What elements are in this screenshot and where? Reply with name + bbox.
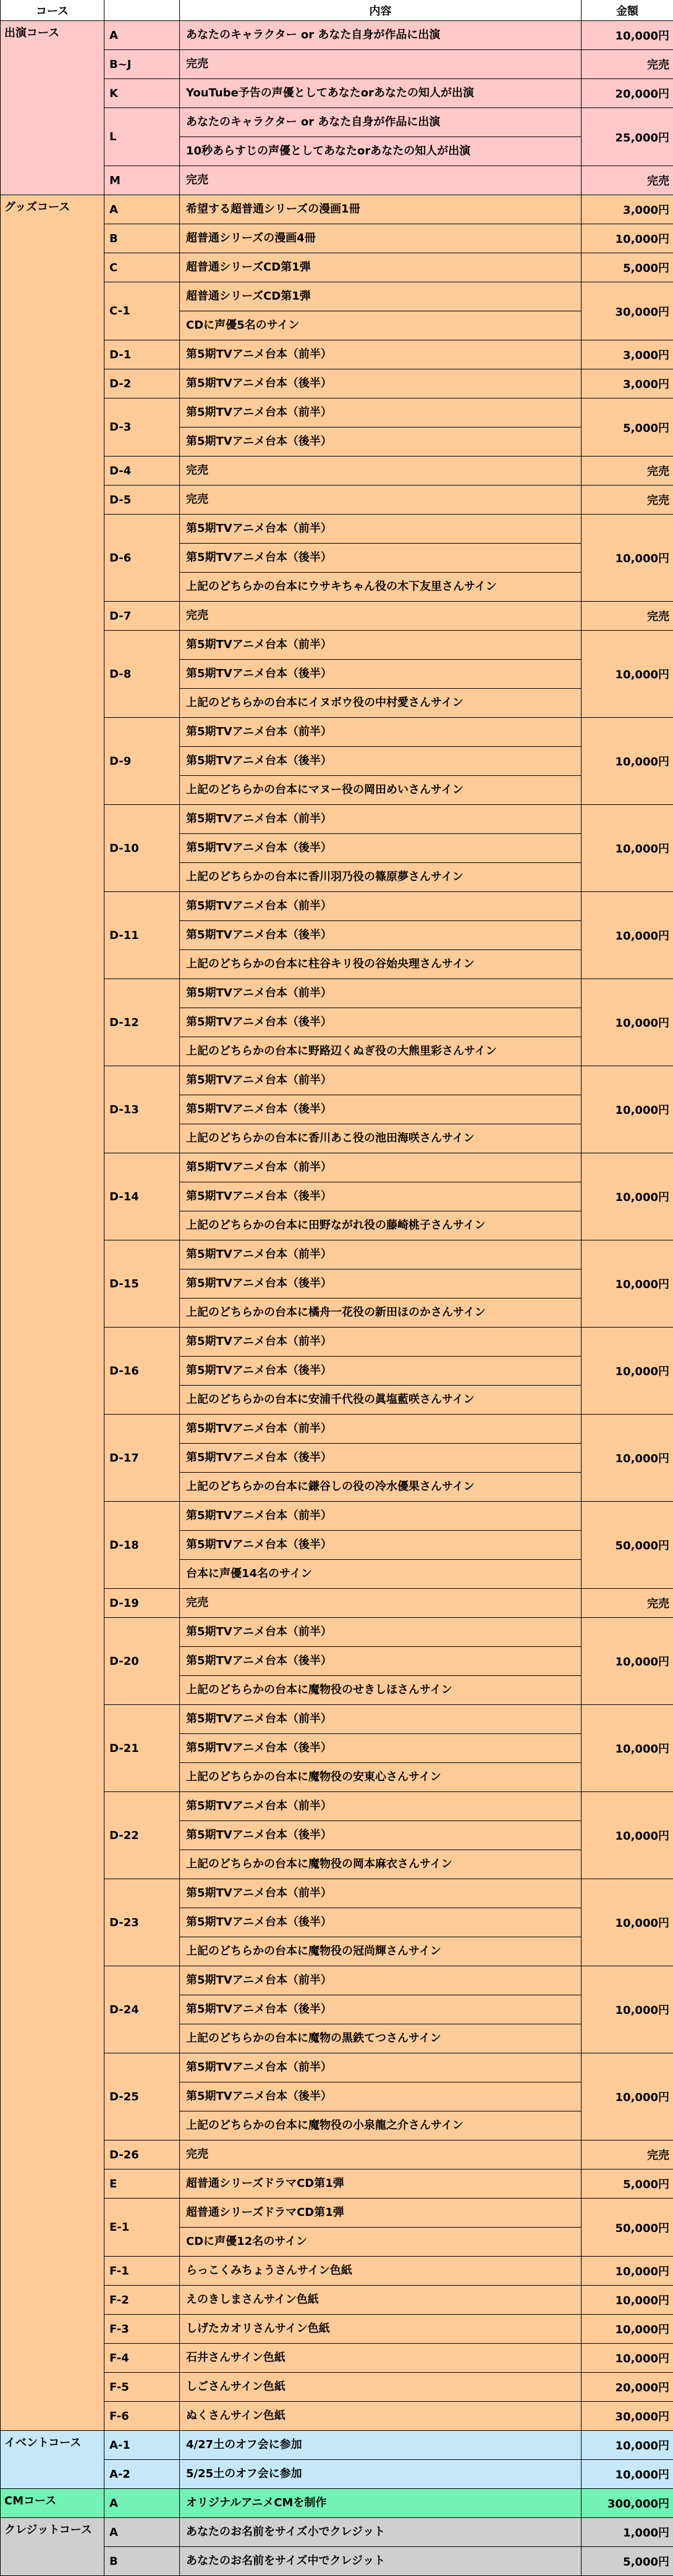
row-content	[180, 631, 582, 718]
row-content	[180, 1153, 582, 1240]
row-code: F-5	[104, 2373, 180, 2402]
row-price: 10,000円	[582, 2286, 673, 2315]
row-content	[180, 282, 582, 340]
row-price: 30,000円	[582, 2402, 673, 2431]
row-content	[180, 1705, 582, 1792]
content-line: 10秒あらすじの声優としてあなたorあなたの知人が出演	[180, 137, 581, 166]
content-line: 完売	[180, 457, 581, 485]
content-line: 完売	[180, 602, 581, 630]
content-line: 第5期TVアニメ台本（前半）	[180, 2053, 581, 2082]
row-code: D-16	[104, 1328, 180, 1415]
course-name-cm: CMコース	[1, 2489, 104, 2518]
content-line: 上記のどちらかの台本に野路辺くぬぎ役の大熊里彩さんサイン	[180, 1037, 581, 1066]
row-content	[180, 21, 582, 50]
content-line: 第5期TVアニメ台本（後半）	[180, 1443, 581, 1472]
row-code: B	[104, 2547, 180, 2576]
row-code: D-26	[104, 2140, 180, 2170]
content-line: オリジナルアニメCMを制作	[180, 2489, 581, 2517]
row-price: 10,000円	[582, 1792, 673, 1879]
row-price: 10,000円	[582, 1153, 673, 1240]
row-code: F-2	[104, 2286, 180, 2315]
row-content	[180, 1066, 582, 1153]
row-code: D-1	[104, 340, 180, 369]
table-row	[1, 2489, 673, 2518]
row-price: 10,000円	[582, 1328, 673, 1415]
row-content	[180, 369, 582, 398]
content-line: 第5期TVアニメ台本（前半）	[180, 892, 581, 920]
course-name-event: イベントコース	[1, 2431, 104, 2489]
row-code: E	[104, 2170, 180, 2199]
content-line: 上記のどちらかの台本にウサキちゃん役の木下友里さんサイン	[180, 572, 581, 601]
row-code: D-8	[104, 631, 180, 718]
content-line: 第5期TVアニメ台本（前半）	[180, 1328, 581, 1356]
row-content	[180, 2170, 582, 2199]
content-line: 超普通シリーズドラマCD第1弾	[180, 2199, 581, 2227]
row-code: D-15	[104, 1240, 180, 1328]
course-name-credit: クレジットコース	[1, 2518, 104, 2576]
content-line: 第5期TVアニメ台本（後半）	[180, 2082, 581, 2111]
row-price: 10,000円	[582, 892, 673, 979]
content-line: 第5期TVアニメ台本（後半）	[180, 1820, 581, 1850]
row-price: 10,000円	[582, 718, 673, 805]
content-line: ぬくさんサイン色紙	[180, 2402, 581, 2430]
row-price: 3,000円	[582, 340, 673, 369]
row-content	[180, 224, 582, 253]
row-code: D-14	[104, 1153, 180, 1240]
row-content	[180, 2373, 582, 2402]
row-content	[180, 1966, 582, 2053]
content-line: 第5期TVアニメ台本（前半）	[180, 1153, 581, 1182]
row-content	[180, 340, 582, 369]
row-price: 10,000円	[582, 631, 673, 718]
row-price: 5,000円	[582, 253, 673, 282]
row-code: E-1	[104, 2199, 180, 2257]
row-code: D-23	[104, 1879, 180, 1966]
row-code: D-9	[104, 718, 180, 805]
content-line: 第5期TVアニメ台本（後半）	[180, 1269, 581, 1298]
row-code: D-13	[104, 1066, 180, 1153]
content-line: 第5期TVアニメ台本（前半）	[180, 1240, 581, 1269]
row-content	[180, 2199, 582, 2257]
table-header-row	[1, 0, 673, 21]
row-price: 10,000円	[582, 21, 673, 50]
row-price: 50,000円	[582, 2199, 673, 2257]
header-code	[104, 0, 180, 21]
content-line: 第5期TVアニメ台本（後半）	[180, 1733, 581, 1762]
content-line: あなたのキャラクター or あなた自身が作品に出演	[180, 21, 581, 49]
content-line: 第5期TVアニメ台本（後半）	[180, 1530, 581, 1559]
row-content	[180, 1589, 582, 1618]
row-content	[180, 1240, 582, 1328]
row-content	[180, 2053, 582, 2140]
content-line: しげたカオリさんサイン色紙	[180, 2315, 581, 2343]
table-row	[1, 2431, 673, 2460]
content-line: 第5期TVアニメ台本（前半）	[180, 1705, 581, 1733]
row-content	[180, 79, 582, 108]
content-line: 第5期TVアニメ台本（後半）	[180, 427, 581, 456]
content-line: あなたのキャラクター or あなた自身が作品に出演	[180, 108, 581, 137]
content-line: 第5期TVアニメ台本（前半）	[180, 718, 581, 746]
content-line: 4/27土のオフ会に参加	[180, 2431, 581, 2459]
content-line: 第5期TVアニメ台本（後半）	[180, 543, 581, 572]
content-line: 第5期TVアニメ台本（後半）	[180, 369, 581, 398]
row-code: C-1	[104, 282, 180, 340]
content-line: 第5期TVアニメ台本（後半）	[180, 1095, 581, 1124]
row-content	[180, 50, 582, 79]
row-code: A	[104, 21, 180, 50]
row-price: 10,000円	[582, 1415, 673, 1502]
row-price: 10,000円	[582, 2344, 673, 2373]
row-price: 完売	[582, 2140, 673, 2170]
row-price: 50,000円	[582, 1502, 673, 1589]
row-content	[180, 166, 582, 195]
content-line: 第5期TVアニメ台本（前半）	[180, 1066, 581, 1095]
row-price: 10,000円	[582, 1618, 673, 1705]
row-code: L	[104, 108, 180, 166]
header-content: 内容	[180, 0, 582, 21]
content-line: らっこくみちょうさんサイン色紙	[180, 2257, 581, 2285]
content-line: 第5期TVアニメ台本（前半）	[180, 1879, 581, 1908]
content-line: 5/25土のオフ会に参加	[180, 2460, 581, 2488]
row-content	[180, 602, 582, 631]
row-content	[180, 486, 582, 515]
content-line: 完売	[180, 166, 581, 195]
row-code: D-4	[104, 457, 180, 486]
row-price: 5,000円	[582, 2170, 673, 2199]
course-name-appearance: 出演コース	[1, 21, 104, 195]
row-price: 10,000円	[582, 805, 673, 892]
content-line: 完売	[180, 486, 581, 514]
row-content	[180, 2286, 582, 2315]
content-line: 第5期TVアニメ台本（後半）	[180, 833, 581, 862]
row-price: 20,000円	[582, 2373, 673, 2402]
content-line: 第5期TVアニメ台本（前半）	[180, 1618, 581, 1646]
row-content	[180, 2344, 582, 2373]
row-content	[180, 805, 582, 892]
row-code: D-18	[104, 1502, 180, 1589]
row-price: 5,000円	[582, 398, 673, 457]
row-price: 10,000円	[582, 515, 673, 602]
row-content	[180, 2518, 582, 2547]
row-price: 1,000円	[582, 2518, 673, 2547]
row-price: 10,000円	[582, 1066, 673, 1153]
row-content	[180, 457, 582, 486]
row-code: A	[104, 195, 180, 224]
row-content	[180, 2460, 582, 2489]
row-code: D-10	[104, 805, 180, 892]
content-line: 上記のどちらかの台本に橘舟一花役の新田ほのかさんサイン	[180, 1298, 581, 1327]
row-content	[180, 892, 582, 979]
content-line: 第5期TVアニメ台本（後半）	[180, 920, 581, 949]
row-content	[180, 2140, 582, 2170]
row-content	[180, 1618, 582, 1705]
row-content	[180, 2431, 582, 2460]
row-price: 10,000円	[582, 979, 673, 1066]
row-content	[180, 1415, 582, 1502]
row-content	[180, 1502, 582, 1589]
content-line: 上記のどちらかの台本に田野ながれ役の藤崎桃子さんサイン	[180, 1211, 581, 1240]
row-content	[180, 253, 582, 282]
row-code: A-1	[104, 2431, 180, 2460]
row-price: 10,000円	[582, 2257, 673, 2286]
row-code: D-21	[104, 1705, 180, 1792]
content-line: 上記のどちらかの台本に安浦千代役の眞塩藍咲さんサイン	[180, 1385, 581, 1414]
row-code: D-3	[104, 398, 180, 457]
row-price: 10,000円	[582, 2460, 673, 2489]
row-code: F-4	[104, 2344, 180, 2373]
row-content	[180, 1879, 582, 1966]
content-line: 第5期TVアニメ台本（後半）	[180, 659, 581, 688]
row-code: A	[104, 2489, 180, 2518]
content-line: 第5期TVアニメ台本（後半）	[180, 1182, 581, 1211]
content-line: 上記のどちらかの台本にイヌボウ役の中村愛さんサイン	[180, 688, 581, 717]
row-content	[180, 1792, 582, 1879]
table-row	[1, 2518, 673, 2547]
row-content	[180, 195, 582, 224]
row-code: D-20	[104, 1618, 180, 1705]
content-line: 上記のどちらかの台本に魔物役の安東心さんサイン	[180, 1762, 581, 1791]
row-content	[180, 108, 582, 166]
row-code: K	[104, 79, 180, 108]
row-code: A-2	[104, 2460, 180, 2489]
content-line: えのきしまさんサイン色紙	[180, 2286, 581, 2314]
row-price: 完売	[582, 50, 673, 79]
content-line: 石井さんサイン色紙	[180, 2344, 581, 2372]
content-line: 第5期TVアニメ台本（後半）	[180, 1008, 581, 1037]
content-line: 完売	[180, 50, 581, 78]
row-price: 10,000円	[582, 1240, 673, 1328]
content-line: 第5期TVアニメ台本（後半）	[180, 746, 581, 775]
row-price: 完売	[582, 1589, 673, 1618]
row-price: 3,000円	[582, 369, 673, 398]
row-price: 10,000円	[582, 224, 673, 253]
row-code: M	[104, 166, 180, 195]
row-price: 10,000円	[582, 2053, 673, 2140]
content-line: 上記のどちらかの台本に魔物役の小泉龍之介さんサイン	[180, 2111, 581, 2140]
row-code: C	[104, 253, 180, 282]
row-price: 10,000円	[582, 1705, 673, 1792]
row-content	[180, 1328, 582, 1415]
table-body	[1, 21, 673, 2576]
row-code: F-3	[104, 2315, 180, 2344]
content-line: 超普通シリーズCD第1弾	[180, 253, 581, 282]
content-line: CDに声優12名のサイン	[180, 2227, 581, 2256]
row-content	[180, 2489, 582, 2518]
content-line: 第5期TVアニメ台本（前半）	[180, 805, 581, 833]
row-price: 完売	[582, 457, 673, 486]
row-price: 10,000円	[582, 2315, 673, 2344]
row-content	[180, 2257, 582, 2286]
content-line: 第5期TVアニメ台本（前半）	[180, 631, 581, 659]
row-price: 20,000円	[582, 79, 673, 108]
row-price: 10,000円	[582, 1879, 673, 1966]
row-code: D-19	[104, 1589, 180, 1618]
row-code: B	[104, 224, 180, 253]
row-content	[180, 718, 582, 805]
row-code: D-7	[104, 602, 180, 631]
content-line: 上記のどちらかの台本に鎌谷しの役の冷水優果さんサイン	[180, 1472, 581, 1501]
row-code: B~J	[104, 50, 180, 79]
content-line: 超普通シリーズCD第1弾	[180, 282, 581, 311]
content-line: 完売	[180, 1589, 581, 1617]
content-line: 上記のどちらかの台本に香川あこ役の池田海咲さんサイン	[180, 1124, 581, 1153]
table-row	[1, 195, 673, 224]
content-line: 上記のどちらかの台本に柱谷キリ役の谷始央理さんサイン	[180, 949, 581, 979]
row-content	[180, 2547, 582, 2576]
row-content	[180, 2402, 582, 2431]
row-price: 300,000円	[582, 2489, 673, 2518]
table-row	[1, 21, 673, 50]
row-content	[180, 979, 582, 1066]
row-code: D-12	[104, 979, 180, 1066]
row-content	[180, 398, 582, 457]
content-line: 超普通シリーズドラマCD第1弾	[180, 2170, 581, 2198]
content-line: しごさんサイン色紙	[180, 2373, 581, 2401]
content-line: 第5期TVアニメ台本（前半）	[180, 1415, 581, 1443]
content-line: 上記のどちらかの台本に魔物役の冠尚輝さんサイン	[180, 1937, 581, 1966]
content-line: 上記のどちらかの台本に魔物役の岡本麻衣さんサイン	[180, 1850, 581, 1879]
content-line: 上記のどちらかの台本に魔物の黒鉄てつさんサイン	[180, 2024, 581, 2053]
header-price: 金額	[582, 0, 673, 21]
content-line: 第5期TVアニメ台本（前半）	[180, 340, 581, 369]
row-code: F-6	[104, 2402, 180, 2431]
content-line: あなたのお名前をサイズ小でクレジット	[180, 2518, 581, 2546]
content-line: 第5期TVアニメ台本（後半）	[180, 1908, 581, 1937]
content-line: 上記のどちらかの台本にマヌー役の岡田めいさんサイン	[180, 775, 581, 804]
row-code: A	[104, 2518, 180, 2547]
content-line: 第5期TVアニメ台本（後半）	[180, 1356, 581, 1385]
row-code: F-1	[104, 2257, 180, 2286]
row-content	[180, 515, 582, 602]
row-code: D-22	[104, 1792, 180, 1879]
content-line: CDに声優5名のサイン	[180, 311, 581, 340]
row-code: D-25	[104, 2053, 180, 2140]
course-name-goods: グッズコース	[1, 195, 104, 2431]
content-line: 超普通シリーズの漫画4冊	[180, 224, 581, 253]
row-price: 完売	[582, 602, 673, 631]
content-line: 上記のどちらかの台本に香川羽乃役の篠原夢さんサイン	[180, 862, 581, 891]
content-line: 完売	[180, 2140, 581, 2169]
row-code: D-5	[104, 486, 180, 515]
header-course: コース	[1, 0, 104, 21]
content-line: 第5期TVアニメ台本（後半）	[180, 1646, 581, 1675]
row-price: 10,000円	[582, 1966, 673, 2053]
row-price: 10,000円	[582, 2431, 673, 2460]
row-price: 25,000円	[582, 108, 673, 166]
content-line: あなたのお名前をサイズ中でクレジット	[180, 2547, 581, 2575]
row-code: D-2	[104, 369, 180, 398]
content-line: 第5期TVアニメ台本（前半）	[180, 1792, 581, 1820]
row-content	[180, 2315, 582, 2344]
content-line: 第5期TVアニメ台本（前半）	[180, 979, 581, 1008]
row-code: D-11	[104, 892, 180, 979]
content-line: 第5期TVアニメ台本（前半）	[180, 398, 581, 427]
content-line: 台本に声優14名のサイン	[180, 1559, 581, 1588]
row-price: 3,000円	[582, 195, 673, 224]
content-line: 上記のどちらかの台本に魔物役のせきしほさんサイン	[180, 1675, 581, 1704]
content-line: 第5期TVアニメ台本（後半）	[180, 1995, 581, 2024]
content-line: YouTube予告の声優としてあなたorあなたの知人が出演	[180, 79, 581, 107]
content-line: 第5期TVアニメ台本（前半）	[180, 515, 581, 543]
row-price: 30,000円	[582, 282, 673, 340]
row-price: 完売	[582, 486, 673, 515]
content-line: 第5期TVアニメ台本（前半）	[180, 1502, 581, 1530]
row-price: 完売	[582, 166, 673, 195]
row-price: 5,000円	[582, 2547, 673, 2576]
content-line: 第5期TVアニメ台本（前半）	[180, 1966, 581, 1995]
content-line: 希望する超普通シリーズの漫画1冊	[180, 195, 581, 224]
row-code: D-17	[104, 1415, 180, 1502]
row-code: D-24	[104, 1966, 180, 2053]
row-code: D-6	[104, 515, 180, 602]
